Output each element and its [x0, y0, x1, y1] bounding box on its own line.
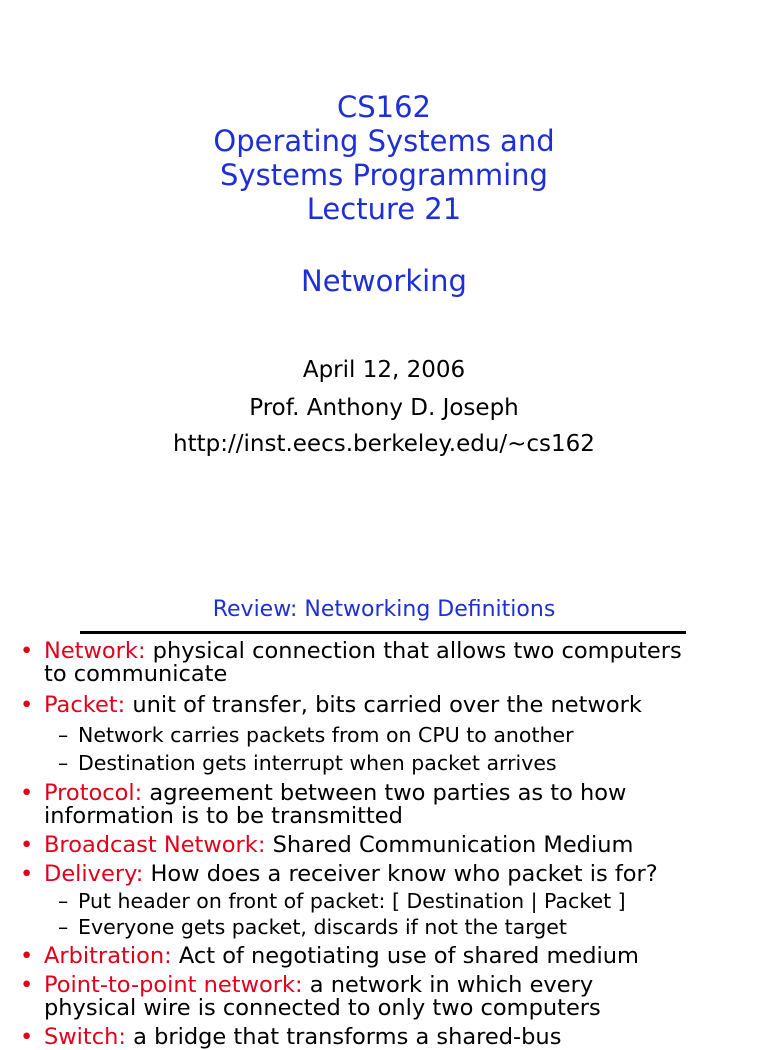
bullet-icon: • — [20, 861, 34, 887]
bullet-icon: • — [20, 943, 34, 969]
definition-text: Shared Communication Medium — [265, 832, 634, 858]
review-slide-title: Review: Networking Definitions — [212, 597, 556, 622]
definitions-list — [0, 634, 768, 1049]
definition-term: Network: — [44, 638, 146, 664]
list-item — [0, 782, 768, 828]
course-name-line-2: Systems Programming — [220, 158, 548, 192]
bullet-icon: • — [20, 972, 34, 998]
definition-term: Protocol: — [44, 780, 143, 806]
bullet-icon: • — [20, 832, 34, 858]
list-item — [0, 863, 768, 886]
sub-list-item — [0, 750, 768, 776]
sub-item-text: Everyone gets packet, discards if not the target — [78, 915, 567, 939]
professor-name: Prof. Anthony D. Joseph — [249, 395, 519, 421]
definition-term: Arbitration: — [44, 943, 172, 969]
dash-icon: – — [58, 751, 69, 775]
definition-text: Act of negotiating use of shared medium — [171, 943, 639, 969]
definition-term: Delivery: — [44, 861, 144, 887]
course-name-line-1: Operating Systems and — [213, 124, 555, 158]
definition-term: Point-to-point network: — [44, 972, 303, 998]
list-item — [0, 1026, 768, 1049]
definition-continuation: to communicate — [44, 661, 228, 687]
definition-text: a network in which every — [302, 972, 594, 998]
sub-list-item — [0, 914, 768, 940]
definition-text: agreement between two parties as to how — [142, 780, 627, 806]
sub-list-item — [0, 722, 768, 748]
sub-item-text: Put header on front of packet: [ Destination | Packet ] — [78, 889, 626, 913]
bullet-icon: • — [20, 638, 34, 664]
list-item — [0, 834, 768, 857]
lecture-number: Lecture 21 — [306, 192, 462, 226]
course-url[interactable]: http://inst.eecs.berkeley.edu/~cs162 — [173, 431, 595, 457]
definition-text: unit of transfer, bits carried over the network — [125, 692, 642, 718]
lecture-topic: Networking — [301, 264, 467, 298]
sub-list-item — [0, 888, 768, 914]
list-item — [0, 974, 768, 1020]
sub-item-text: Destination gets interrupt when packet arrives — [78, 751, 557, 775]
definition-term: Packet: — [44, 692, 126, 718]
definition-term: Switch: — [44, 1024, 126, 1050]
definition-text: How does a receiver know who packet is for? — [143, 861, 658, 887]
slide-title — [0, 90, 768, 226]
lecture-date: April 12, 2006 — [302, 357, 466, 383]
definition-continuation: information is to be transmitted — [44, 803, 403, 829]
course-code: CS162 — [336, 90, 431, 124]
bullet-icon: • — [20, 692, 34, 718]
list-item — [0, 694, 768, 717]
dash-icon: – — [58, 889, 69, 913]
dash-icon: – — [58, 723, 69, 747]
definition-continuation: physical wire is connected to only two computers — [44, 995, 601, 1021]
list-item — [0, 945, 768, 968]
sub-item-text: Network carries packets from on CPU to another — [78, 723, 574, 747]
definition-text: a bridge that transforms a shared-bus — [125, 1024, 562, 1050]
list-item — [0, 640, 768, 686]
bullet-icon: • — [20, 1024, 34, 1050]
bullet-icon: • — [20, 780, 34, 806]
dash-icon: – — [58, 915, 69, 939]
definition-term: Broadcast Network: — [44, 832, 266, 858]
definition-text: physical connection that allows two computers — [145, 638, 682, 664]
